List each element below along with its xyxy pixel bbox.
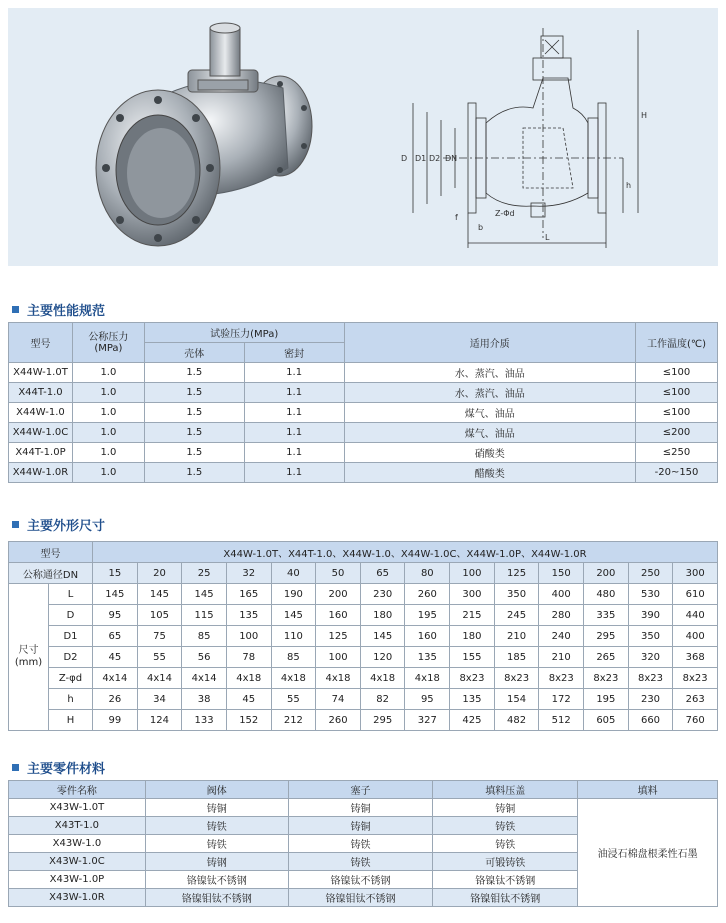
header-pressure: 公称压力 (MPa) <box>72 323 144 363</box>
cell-seal: 1.1 <box>244 423 344 443</box>
dn-value: 100 <box>450 563 495 584</box>
cell-gland: 铸铜 <box>433 799 578 817</box>
dim-value: 320 <box>628 647 673 668</box>
dim-value: 125 <box>316 626 361 647</box>
performance-table <box>8 322 718 483</box>
table-row <box>9 605 718 626</box>
cell-pressure: 1.0 <box>72 403 144 423</box>
packing-value: 油浸石棉盘根柔性石墨 <box>578 799 718 907</box>
dimensions-table <box>8 541 718 731</box>
header-gland: 填料压盖 <box>433 781 578 799</box>
dim-value: 8x23 <box>628 668 673 689</box>
section-title-dimensions: 主要外形尺寸 <box>12 515 105 534</box>
cell-part: X43W-1.0R <box>9 889 146 907</box>
dim-value: 605 <box>584 710 629 731</box>
cell-pressure: 1.0 <box>72 443 144 463</box>
dim-value: 260 <box>316 710 361 731</box>
cell-gland: 铬镍钼钛不锈钢 <box>433 889 578 907</box>
dim-value: 530 <box>628 584 673 605</box>
dim-value: 230 <box>360 584 405 605</box>
header-seal: 密封 <box>244 343 344 363</box>
product-hero-panel <box>8 8 718 266</box>
dim-value: 133 <box>182 710 227 731</box>
dim-value: 180 <box>360 605 405 626</box>
cell-shell: 1.5 <box>144 463 244 483</box>
dimension-drawing <box>383 8 713 266</box>
cell-part: X43W-1.0 <box>9 835 146 853</box>
dim-value: 400 <box>673 626 718 647</box>
dim-value: 45 <box>93 647 138 668</box>
label-f: f <box>455 213 458 222</box>
dim-value: 152 <box>226 710 271 731</box>
dim-value: 85 <box>182 626 227 647</box>
dim-value: 155 <box>450 647 495 668</box>
bullet-square-icon <box>12 306 19 313</box>
dim-value: 512 <box>539 710 584 731</box>
dim-value: 280 <box>539 605 584 626</box>
dim-value: 210 <box>539 647 584 668</box>
dim-value: 4x14 <box>182 668 227 689</box>
cell-seal: 1.1 <box>244 463 344 483</box>
dim-value: 185 <box>494 647 539 668</box>
cell-plug: 铸铁 <box>288 835 433 853</box>
header-packing: 填料 <box>578 781 718 799</box>
dim-value: 56 <box>182 647 227 668</box>
dim-value: 145 <box>271 605 316 626</box>
dim-value: 145 <box>360 626 405 647</box>
cell-seal: 1.1 <box>244 443 344 463</box>
bullet-square-icon <box>12 764 19 771</box>
cell-temp: ≤250 <box>636 443 718 463</box>
header-temp: 工作温度(℃) <box>636 323 718 363</box>
dim-name: D <box>49 605 93 626</box>
dim-value: 327 <box>405 710 450 731</box>
cell-gland: 铸铁 <box>433 835 578 853</box>
table-row <box>9 463 718 483</box>
cell-pressure: 1.0 <box>72 423 144 443</box>
dn-value: 250 <box>628 563 673 584</box>
cell-plug: 铸铜 <box>288 799 433 817</box>
cell-body: 铸钢 <box>145 853 288 871</box>
dim-value: 115 <box>182 605 227 626</box>
cell-temp: ≤200 <box>636 423 718 443</box>
cell-model: X44W-1.0 <box>9 403 73 423</box>
cell-body: 铬镍钛不锈钢 <box>145 871 288 889</box>
dn-value: 32 <box>226 563 271 584</box>
dim-name: h <box>49 689 93 710</box>
materials-table <box>8 780 718 907</box>
dim-value: 100 <box>226 626 271 647</box>
cell-model: X44W-1.0R <box>9 463 73 483</box>
dim-value: 295 <box>360 710 405 731</box>
cell-shell: 1.5 <box>144 423 244 443</box>
dim-value: 145 <box>137 584 182 605</box>
label-h: h <box>626 181 632 190</box>
dim-value: 26 <box>93 689 138 710</box>
dim-value: 135 <box>226 605 271 626</box>
cell-body: 铸铜 <box>145 799 288 817</box>
dim-value: 74 <box>316 689 361 710</box>
dim-value: 350 <box>494 584 539 605</box>
dim-value: 610 <box>673 584 718 605</box>
cell-shell: 1.5 <box>144 363 244 383</box>
dim-value: 390 <box>628 605 673 626</box>
cell-gland: 铬镍钛不锈钢 <box>433 871 578 889</box>
dim-value: 8x23 <box>450 668 495 689</box>
header-model: 型号 <box>9 323 73 363</box>
dim-value: 82 <box>360 689 405 710</box>
cell-seal: 1.1 <box>244 403 344 423</box>
dim-value: 263 <box>673 689 718 710</box>
dim-value: 145 <box>93 584 138 605</box>
dim-value: 65 <box>93 626 138 647</box>
dim-value: 95 <box>405 689 450 710</box>
dn-value: 65 <box>360 563 405 584</box>
dn-value: 40 <box>271 563 316 584</box>
dim-value: 240 <box>539 626 584 647</box>
dim-value: 78 <box>226 647 271 668</box>
table-row <box>9 443 718 463</box>
cell-model: X44T-1.0 <box>9 383 73 403</box>
dim-name: L <box>49 584 93 605</box>
table-row <box>9 363 718 383</box>
dn-value: 15 <box>93 563 138 584</box>
dim-value: 245 <box>494 605 539 626</box>
label-H: H <box>641 111 648 120</box>
dims-size-label: 尺寸 (mm) <box>9 584 49 731</box>
table-row <box>9 626 718 647</box>
dn-value: 50 <box>316 563 361 584</box>
dims-model-label: 型号 <box>9 542 93 563</box>
header-shell: 壳体 <box>144 343 244 363</box>
cell-plug: 铸铁 <box>288 853 433 871</box>
dim-value: 200 <box>316 584 361 605</box>
dim-name: Z-φd <box>49 668 93 689</box>
dim-value: 8x23 <box>584 668 629 689</box>
dims-dn-label: 公称通径DN <box>9 563 93 584</box>
table-row <box>9 403 718 423</box>
dim-value: 55 <box>137 647 182 668</box>
cell-medium: 水、蒸汽、油品 <box>344 383 636 403</box>
dim-value: 425 <box>450 710 495 731</box>
label-DN: DN <box>445 154 458 163</box>
dim-value: 172 <box>539 689 584 710</box>
dn-value: 20 <box>137 563 182 584</box>
cell-seal: 1.1 <box>244 383 344 403</box>
dim-value: 34 <box>137 689 182 710</box>
dim-value: 100 <box>316 647 361 668</box>
label-D: D <box>401 154 408 163</box>
cell-plug: 铸铜 <box>288 817 433 835</box>
dim-value: 482 <box>494 710 539 731</box>
table-row <box>9 689 718 710</box>
cell-model: X44T-1.0P <box>9 443 73 463</box>
section-title-performance: 主要性能规范 <box>12 300 105 319</box>
dim-value: 8x23 <box>539 668 584 689</box>
dim-value: 145 <box>182 584 227 605</box>
dim-value: 4x18 <box>360 668 405 689</box>
cell-temp: -20~150 <box>636 463 718 483</box>
plug-valve-photo <box>18 8 348 266</box>
dim-value: 260 <box>405 584 450 605</box>
cell-temp: ≤100 <box>636 383 718 403</box>
dn-value: 150 <box>539 563 584 584</box>
label-b: b <box>478 223 484 232</box>
dim-name: D1 <box>49 626 93 647</box>
cell-medium: 水、蒸汽、油品 <box>344 363 636 383</box>
table-row <box>9 423 718 443</box>
cell-medium: 煤气、油品 <box>344 423 636 443</box>
dim-value: 195 <box>405 605 450 626</box>
dim-value: 215 <box>450 605 495 626</box>
cell-pressure: 1.0 <box>72 463 144 483</box>
cell-temp: ≤100 <box>636 403 718 423</box>
dim-value: 8x23 <box>673 668 718 689</box>
dim-value: 210 <box>494 626 539 647</box>
dim-value: 135 <box>450 689 495 710</box>
label-D2: D2 <box>429 154 441 163</box>
dim-value: 75 <box>137 626 182 647</box>
dim-value: 660 <box>628 710 673 731</box>
dim-value: 295 <box>584 626 629 647</box>
dim-value: 45 <box>226 689 271 710</box>
table-row <box>9 647 718 668</box>
cell-medium: 硝酸类 <box>344 443 636 463</box>
dim-value: 300 <box>450 584 495 605</box>
dim-value: 350 <box>628 626 673 647</box>
table-row <box>9 584 718 605</box>
dim-value: 165 <box>226 584 271 605</box>
cell-model: X44W-1.0C <box>9 423 73 443</box>
dn-value: 125 <box>494 563 539 584</box>
dim-value: 8x23 <box>494 668 539 689</box>
dim-value: 135 <box>405 647 450 668</box>
cell-shell: 1.5 <box>144 383 244 403</box>
table-row <box>9 710 718 731</box>
cell-gland: 铸铁 <box>433 817 578 835</box>
header-medium: 适用介质 <box>344 323 636 363</box>
dim-value: 368 <box>673 647 718 668</box>
dim-value: 265 <box>584 647 629 668</box>
dim-value: 160 <box>405 626 450 647</box>
section-title-materials: 主要零件材料 <box>12 758 105 777</box>
cell-body: 铸铁 <box>145 817 288 835</box>
dim-value: 212 <box>271 710 316 731</box>
dim-value: 760 <box>673 710 718 731</box>
dim-value: 4x18 <box>405 668 450 689</box>
dn-value: 25 <box>182 563 227 584</box>
dim-value: 4x14 <box>93 668 138 689</box>
dim-value: 105 <box>137 605 182 626</box>
cell-body: 铸铁 <box>145 835 288 853</box>
cell-medium: 醋酸类 <box>344 463 636 483</box>
label-Zd: Z-Φd <box>495 209 515 218</box>
cell-seal: 1.1 <box>244 363 344 383</box>
dim-value: 95 <box>93 605 138 626</box>
dim-value: 85 <box>271 647 316 668</box>
dim-name: D2 <box>49 647 93 668</box>
dim-value: 110 <box>271 626 316 647</box>
dim-value: 195 <box>584 689 629 710</box>
table-row <box>9 668 718 689</box>
header-part: 零件名称 <box>9 781 146 799</box>
header-body: 阀体 <box>145 781 288 799</box>
cell-body: 铬镍钼钛不锈钢 <box>145 889 288 907</box>
cell-medium: 煤气、油品 <box>344 403 636 423</box>
dim-value: 55 <box>271 689 316 710</box>
dim-value: 154 <box>494 689 539 710</box>
dim-value: 99 <box>93 710 138 731</box>
dim-value: 480 <box>584 584 629 605</box>
dim-value: 4x14 <box>137 668 182 689</box>
label-L: L <box>545 233 550 242</box>
cell-pressure: 1.0 <box>72 383 144 403</box>
cell-plug: 铬镍钛不锈钢 <box>288 871 433 889</box>
table-row <box>9 799 718 817</box>
cell-plug: 铬镍钼钛不锈钢 <box>288 889 433 907</box>
cell-part: X43W-1.0C <box>9 853 146 871</box>
dim-name: H <box>49 710 93 731</box>
bullet-square-icon <box>12 521 19 528</box>
cell-shell: 1.5 <box>144 403 244 423</box>
cell-part: X43T-1.0 <box>9 817 146 835</box>
cell-part: X43W-1.0P <box>9 871 146 889</box>
cell-temp: ≤100 <box>636 363 718 383</box>
dim-value: 160 <box>316 605 361 626</box>
dim-value: 4x18 <box>226 668 271 689</box>
dims-model-value: X44W-1.0T、X44T-1.0、X44W-1.0、X44W-1.0C、X44W-1.0P、X44W-1.0R <box>93 542 718 563</box>
cell-pressure: 1.0 <box>72 363 144 383</box>
dn-value: 80 <box>405 563 450 584</box>
dim-value: 120 <box>360 647 405 668</box>
dim-value: 440 <box>673 605 718 626</box>
header-test: 试验压力(MPa) <box>144 323 344 343</box>
header-plug: 塞子 <box>288 781 433 799</box>
dim-value: 4x18 <box>271 668 316 689</box>
dim-value: 180 <box>450 626 495 647</box>
dim-value: 335 <box>584 605 629 626</box>
cell-shell: 1.5 <box>144 443 244 463</box>
cell-part: X43W-1.0T <box>9 799 146 817</box>
dim-value: 38 <box>182 689 227 710</box>
label-D1: D1 <box>415 154 427 163</box>
dim-value: 400 <box>539 584 584 605</box>
cell-gland: 可锻铸铁 <box>433 853 578 871</box>
dim-value: 124 <box>137 710 182 731</box>
dim-value: 190 <box>271 584 316 605</box>
dn-value: 200 <box>584 563 629 584</box>
cell-model: X44W-1.0T <box>9 363 73 383</box>
dim-value: 230 <box>628 689 673 710</box>
dim-value: 4x18 <box>316 668 361 689</box>
dn-value: 300 <box>673 563 718 584</box>
table-row <box>9 383 718 403</box>
